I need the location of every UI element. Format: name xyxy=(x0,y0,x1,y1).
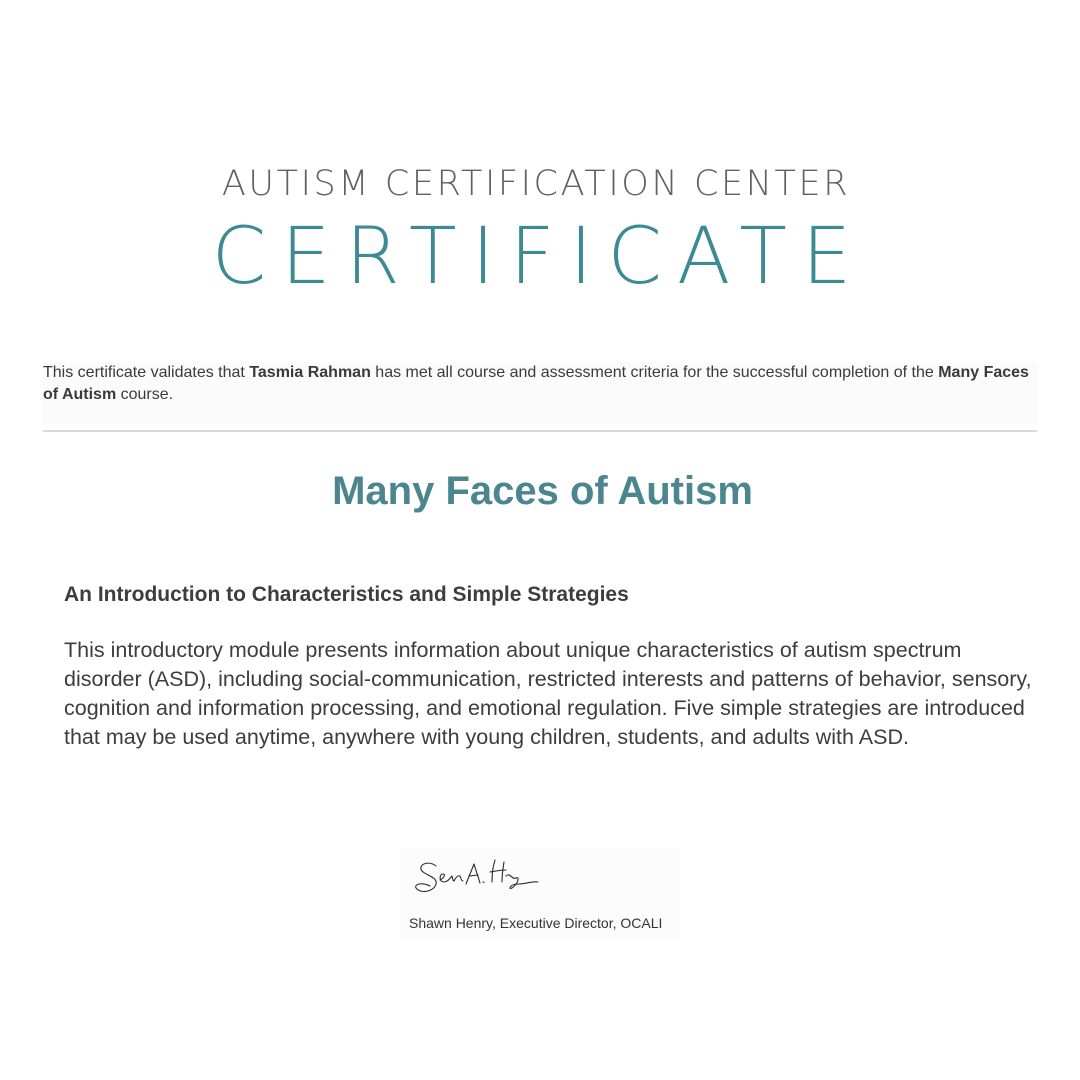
validation-statement xyxy=(43,362,1038,424)
course-subtitle: An Introduction to Characteristics and Simple Strategies xyxy=(64,583,629,606)
validation-intro: This certificate validates that xyxy=(43,364,250,381)
course-title: Many Faces of Autism xyxy=(332,469,753,513)
section-divider xyxy=(43,430,1037,432)
signature-image xyxy=(408,850,548,906)
certificate-heading: CERTIFICATE xyxy=(211,212,867,302)
signer-name-title: Shawn Henry, Executive Director, OCALI xyxy=(409,915,663,931)
validation-end: course. xyxy=(116,386,174,403)
organization-name: AUTISM CERTIFICATION CENTER xyxy=(221,164,851,204)
course-name-inline: Many Faces of Autism xyxy=(43,364,1029,403)
recipient-name: Tasmia Rahman xyxy=(249,364,371,381)
validation-middle: has met all course and assessment criteria for the successful completion of the xyxy=(370,364,939,381)
course-description: This introductory module presents information about unique characteristics of autism spectrum disorder (ASD), including social-communication, restricted interests and patterns of behavior, sensory, cognition and information processing, and emotional regulation. Five simple strategies are introduced that may be used anytime, anywhere with young children, students, and adults with ASD. xyxy=(64,638,1032,749)
signature-block xyxy=(400,848,680,940)
